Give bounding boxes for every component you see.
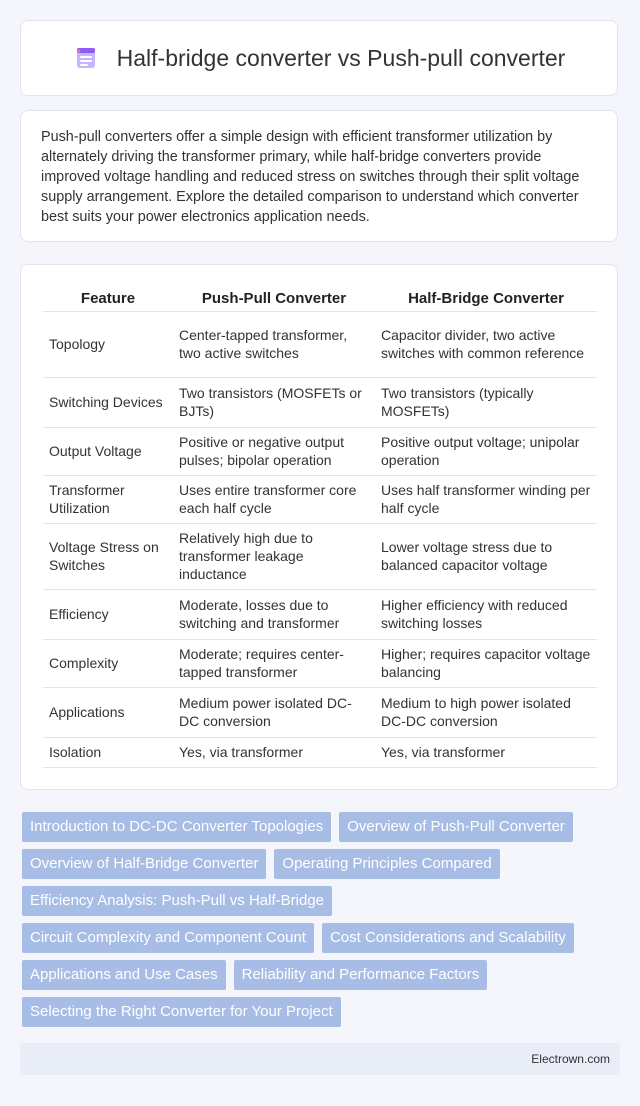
table-cell-half-bridge: Higher; requires capacitor voltage balancing <box>375 639 597 687</box>
tag-link[interactable]: Cost Considerations and Scalability <box>322 923 574 953</box>
table-row <box>43 311 597 377</box>
table-cell-feature: Output Voltage <box>43 427 173 475</box>
column-header-feature: Feature <box>43 283 173 311</box>
table-cell-push-pull: Moderate; requires center-tapped transformer <box>173 639 375 687</box>
table-row <box>43 589 597 639</box>
table-cell-feature: Applications <box>43 687 173 737</box>
table-cell-feature: Complexity <box>43 639 173 687</box>
tag-link[interactable]: Overview of Push-Pull Converter <box>339 812 573 842</box>
table-row <box>43 687 597 737</box>
table-row <box>43 639 597 687</box>
table-cell-half-bridge: Capacitor divider, two active switches with common reference <box>375 311 597 377</box>
table-cell-half-bridge: Positive output voltage; unipolar operation <box>375 427 597 475</box>
table-row <box>43 377 597 427</box>
table-cell-feature: Isolation <box>43 737 173 767</box>
table-cell-half-bridge: Lower voltage stress due to balanced capacitor voltage <box>375 523 597 589</box>
topic-tags <box>22 812 620 1027</box>
table-cell-feature: Topology <box>43 311 173 377</box>
table-cell-feature: Transformer Utilization <box>43 475 173 523</box>
table-cell-half-bridge: Yes, via transformer <box>375 737 597 767</box>
tag-link[interactable]: Reliability and Performance Factors <box>234 960 488 990</box>
table-cell-half-bridge: Medium to high power isolated DC-DC conversion <box>375 687 597 737</box>
table-header-row <box>43 283 597 311</box>
page-title: Half-bridge converter vs Push-pull converter <box>116 44 566 71</box>
tag-link[interactable]: Introduction to DC-DC Converter Topologies <box>22 812 331 842</box>
comparison-table-card <box>20 264 618 790</box>
table-cell-push-pull: Medium power isolated DC-DC conversion <box>173 687 375 737</box>
intro-card <box>20 110 618 242</box>
table-cell-half-bridge: Uses half transformer winding per half cycle <box>375 475 597 523</box>
table-row <box>43 475 597 523</box>
tag-link[interactable]: Efficiency Analysis: Push-Pull vs Half-Bridge <box>22 886 332 916</box>
tag-link[interactable]: Circuit Complexity and Component Count <box>22 923 314 953</box>
column-header-push-pull: Push-Pull Converter <box>173 283 375 311</box>
tag-link[interactable]: Operating Principles Compared <box>274 849 499 879</box>
table-cell-push-pull: Positive or negative output pulses; bipolar operation <box>173 427 375 475</box>
header <box>73 45 566 72</box>
footer <box>20 1043 620 1075</box>
table-cell-half-bridge: Higher efficiency with reduced switching losses <box>375 589 597 639</box>
tag-link[interactable]: Applications and Use Cases <box>22 960 226 990</box>
footer-site-name[interactable]: Electrown.com <box>531 1052 610 1066</box>
table-cell-push-pull: Center-tapped transformer, two active switches <box>173 311 375 377</box>
intro-text: Push-pull converters offer a simple design with efficient transformer utilization by alternately driving the transformer primary, while half-bridge converters provide improved voltage handling and reduced stress on switches through their split voltage supply arrangement. Explore the detailed comparison to understand which converter best suits your power electronics application needs. <box>41 129 580 225</box>
column-header-half-bridge: Half-Bridge Converter <box>375 283 597 311</box>
table-cell-half-bridge: Two transistors (typically MOSFETs) <box>375 377 597 427</box>
table-cell-push-pull: Relatively high due to transformer leakage inductance <box>173 523 375 589</box>
table-cell-push-pull: Moderate, losses due to switching and transformer <box>173 589 375 639</box>
table-cell-feature: Switching Devices <box>43 377 173 427</box>
table-row <box>43 427 597 475</box>
table-cell-feature: Voltage Stress on Switches <box>43 523 173 589</box>
table-cell-push-pull: Yes, via transformer <box>173 737 375 767</box>
tag-link[interactable]: Overview of Half-Bridge Converter <box>22 849 266 879</box>
table-row <box>43 737 597 767</box>
table-cell-push-pull: Uses entire transformer core each half cycle <box>173 475 375 523</box>
header-card <box>20 20 618 96</box>
table-cell-feature: Efficiency <box>43 589 173 639</box>
table-row <box>43 523 597 589</box>
table-cell-push-pull: Two transistors (MOSFETs or BJTs) <box>173 377 375 427</box>
comparison-table <box>43 283 597 768</box>
document-icon <box>73 45 99 71</box>
tag-link[interactable]: Selecting the Right Converter for Your Project <box>22 997 341 1027</box>
